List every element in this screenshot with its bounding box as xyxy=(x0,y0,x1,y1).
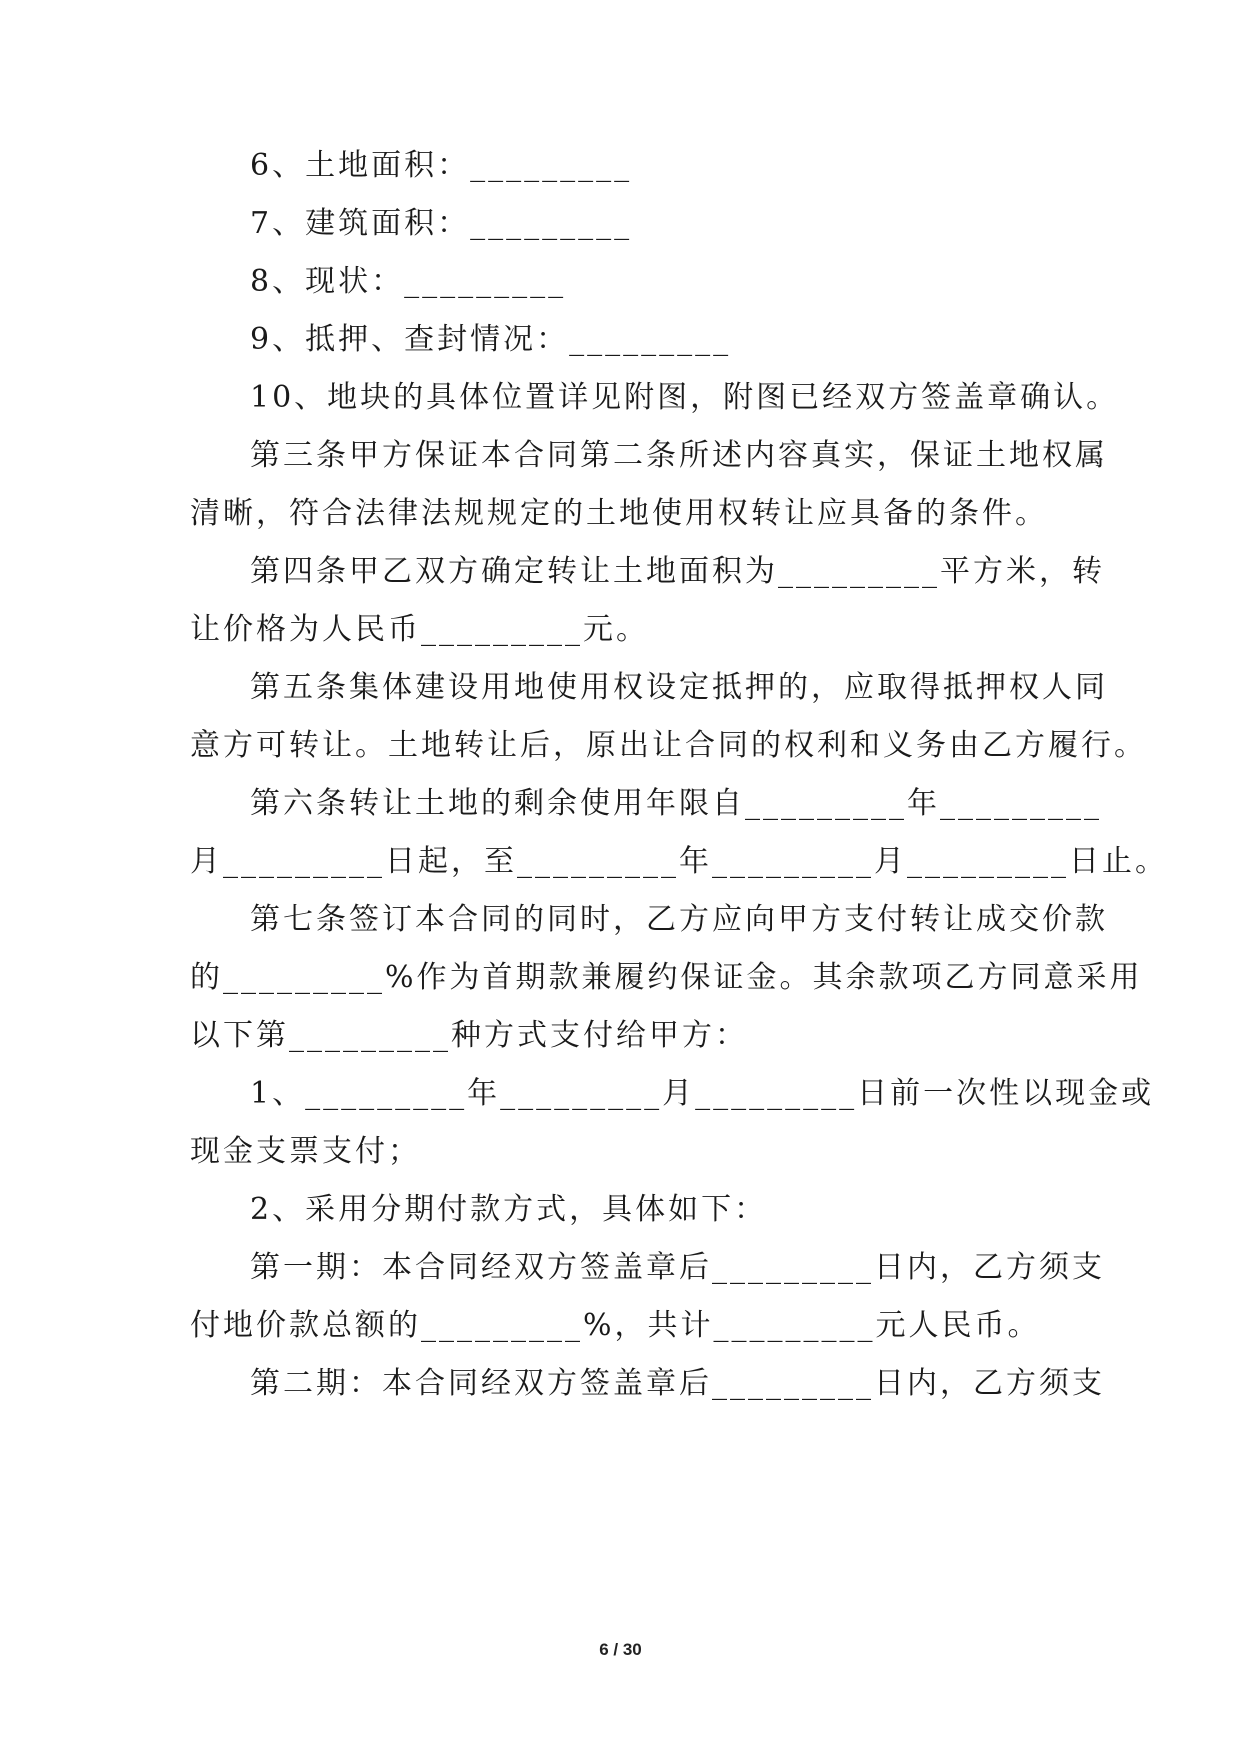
payment-option-1-line-1: 1、_________年_________月_________日前一次性以现金或 xyxy=(250,1076,1155,1111)
item-land-area: 6、土地面积：_________ xyxy=(250,148,633,183)
payment-option-1-line-2: 现金支票支付； xyxy=(190,1134,421,1169)
item-building-area: 7、建筑面积：_________ xyxy=(250,206,633,241)
article-7-line-3: 以下第_________种方式支付给甲方： xyxy=(190,1018,748,1053)
installment-1-line-2: 付地价款总额的_________%，共计_________元人民币。 xyxy=(190,1308,1041,1343)
article-3-line-2: 清晰，符合法律法规规定的土地使用权转让应具备的条件。 xyxy=(190,496,1048,531)
article-7-line-2: 的_________%作为首期款兼履约保证金。其余款项乙方同意采用 xyxy=(190,960,1143,995)
page-number: 6 / 30 xyxy=(599,1640,642,1659)
item-plot-location: 10、地块的具体位置详见附图，附图已经双方签盖章确认。 xyxy=(250,380,1120,415)
item-current-status: 8、现状：_________ xyxy=(250,264,567,299)
article-6-line-1: 第六条转让土地的剩余使用年限自_________年_________ xyxy=(250,786,1102,821)
installment-1-line-1: 第一期：本合同经双方签盖章后_________日内，乙方须支 xyxy=(250,1250,1105,1285)
article-6-line-2: 月_________日起，至_________年_________月_________日止。 xyxy=(190,844,1168,879)
installment-2-line-1: 第二期：本合同经双方签盖章后_________日内，乙方须支 xyxy=(250,1366,1105,1401)
item-mortgage-seizure: 9、抵押、查封情况：_________ xyxy=(250,322,732,357)
article-5-line-2: 意方可转让。土地转让后，原出让合同的权利和义务由乙方履行。 xyxy=(190,728,1147,763)
article-4-line-2: 让价格为人民币_________元。 xyxy=(190,612,649,647)
article-5-line-1: 第五条集体建设用地使用权设定抵押的，应取得抵押权人同 xyxy=(250,670,1108,705)
payment-option-2: 2、采用分期付款方式，具体如下： xyxy=(250,1192,768,1227)
article-4-line-1: 第四条甲乙双方确定转让土地面积为_________平方米，转 xyxy=(250,554,1105,589)
article-7-line-1: 第七条签订本合同的同时，乙方应向甲方支付转让成交价款 xyxy=(250,902,1108,937)
article-3-line-1: 第三条甲方保证本合同第二条所述内容真实，保证土地权属 xyxy=(250,438,1108,473)
